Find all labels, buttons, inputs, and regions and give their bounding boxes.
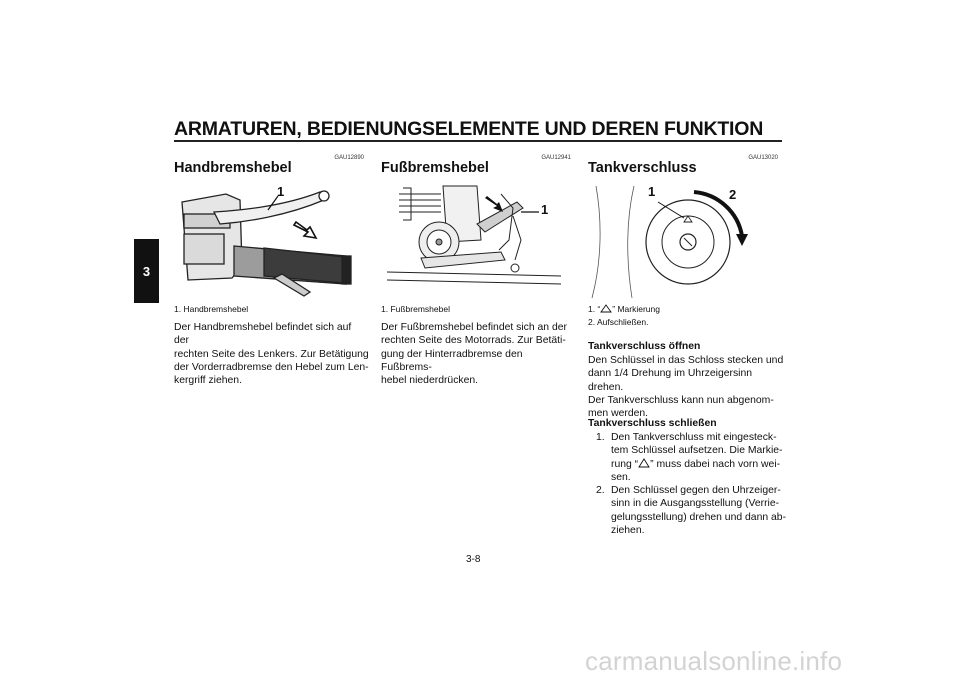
handbrake-figure: [174, 180, 364, 300]
section-body: Der Fußbremshebel befindet sich an der rechten Seite des Motorrads. Zur Betäti- gung der Hinterradbremse den Fußbrems- hebel niederdrücken.: [381, 322, 567, 387]
callout-1: 1: [648, 184, 656, 199]
page-title: ARMATUREN, BEDIENUNGSELEMENTE UND DEREN FUNKTION: [174, 118, 764, 140]
section-heading-handbremshebel: Handbremshebel: [174, 160, 292, 176]
section-body: Der Handbremshebel befindet sich auf der rechten Seite des Lenkers. Zur Betätigung der Vorderradbremse den Hebel zum Len- kergriff ziehen.: [174, 322, 369, 387]
chapter-tab: 3: [134, 239, 159, 303]
title-rule: [174, 140, 782, 142]
figure-caption: 1. Fußbremshebel: [381, 304, 450, 314]
watermark: carmanualsonline.info: [585, 646, 843, 676]
step-number: 2.: [596, 485, 605, 496]
step-1-text: Den Tankverschluss mit eingesteck- tem Schlüssel aufsetzen. Die Markie- rung “ ” muss dabei nach vorn wei- sen.: [611, 432, 783, 483]
section-heading-fussbremshebel: Fußbremshebel: [381, 160, 489, 176]
figure-caption: 1. Handbremshebel: [174, 304, 249, 314]
page-number: 3-8: [466, 554, 481, 565]
step-2-text: Den Schlüssel gegen den Uhrzeiger- sinn in die Ausgangsstellung (Verrie- gelungsstellung) drehen und dann ab- ziehen.: [611, 485, 787, 536]
triangle-mark-icon: [600, 304, 612, 313]
open-body: Den Schlüssel in das Schloss stecken und dann 1/4 Drehung im Uhrzeigersinn drehen. Der Tankverschluss kann nun abgenom- men werden.: [588, 355, 784, 420]
figure-caption-2: 2. Aufschließen.: [588, 317, 649, 327]
callout-1: 1: [277, 184, 285, 199]
callout-2: 2: [729, 187, 737, 202]
callout-1: 1: [541, 202, 549, 217]
subheading-open: Tankverschluss öffnen: [588, 341, 701, 352]
fuel-cap-figure: [588, 180, 782, 300]
section-code: GAU12941: [541, 155, 571, 161]
section-code: GAU13020: [748, 155, 778, 161]
figure-caption-1: 1. “ ” Markierung: [588, 304, 660, 314]
footbrake-figure: [381, 180, 571, 300]
section-code: GAU12890: [334, 155, 364, 161]
subheading-close: Tankverschluss schließen: [588, 418, 717, 429]
section-heading-tankverschluss: Tankverschluss: [588, 160, 697, 176]
triangle-mark-icon: [638, 458, 650, 468]
step-number: 1.: [596, 432, 605, 443]
